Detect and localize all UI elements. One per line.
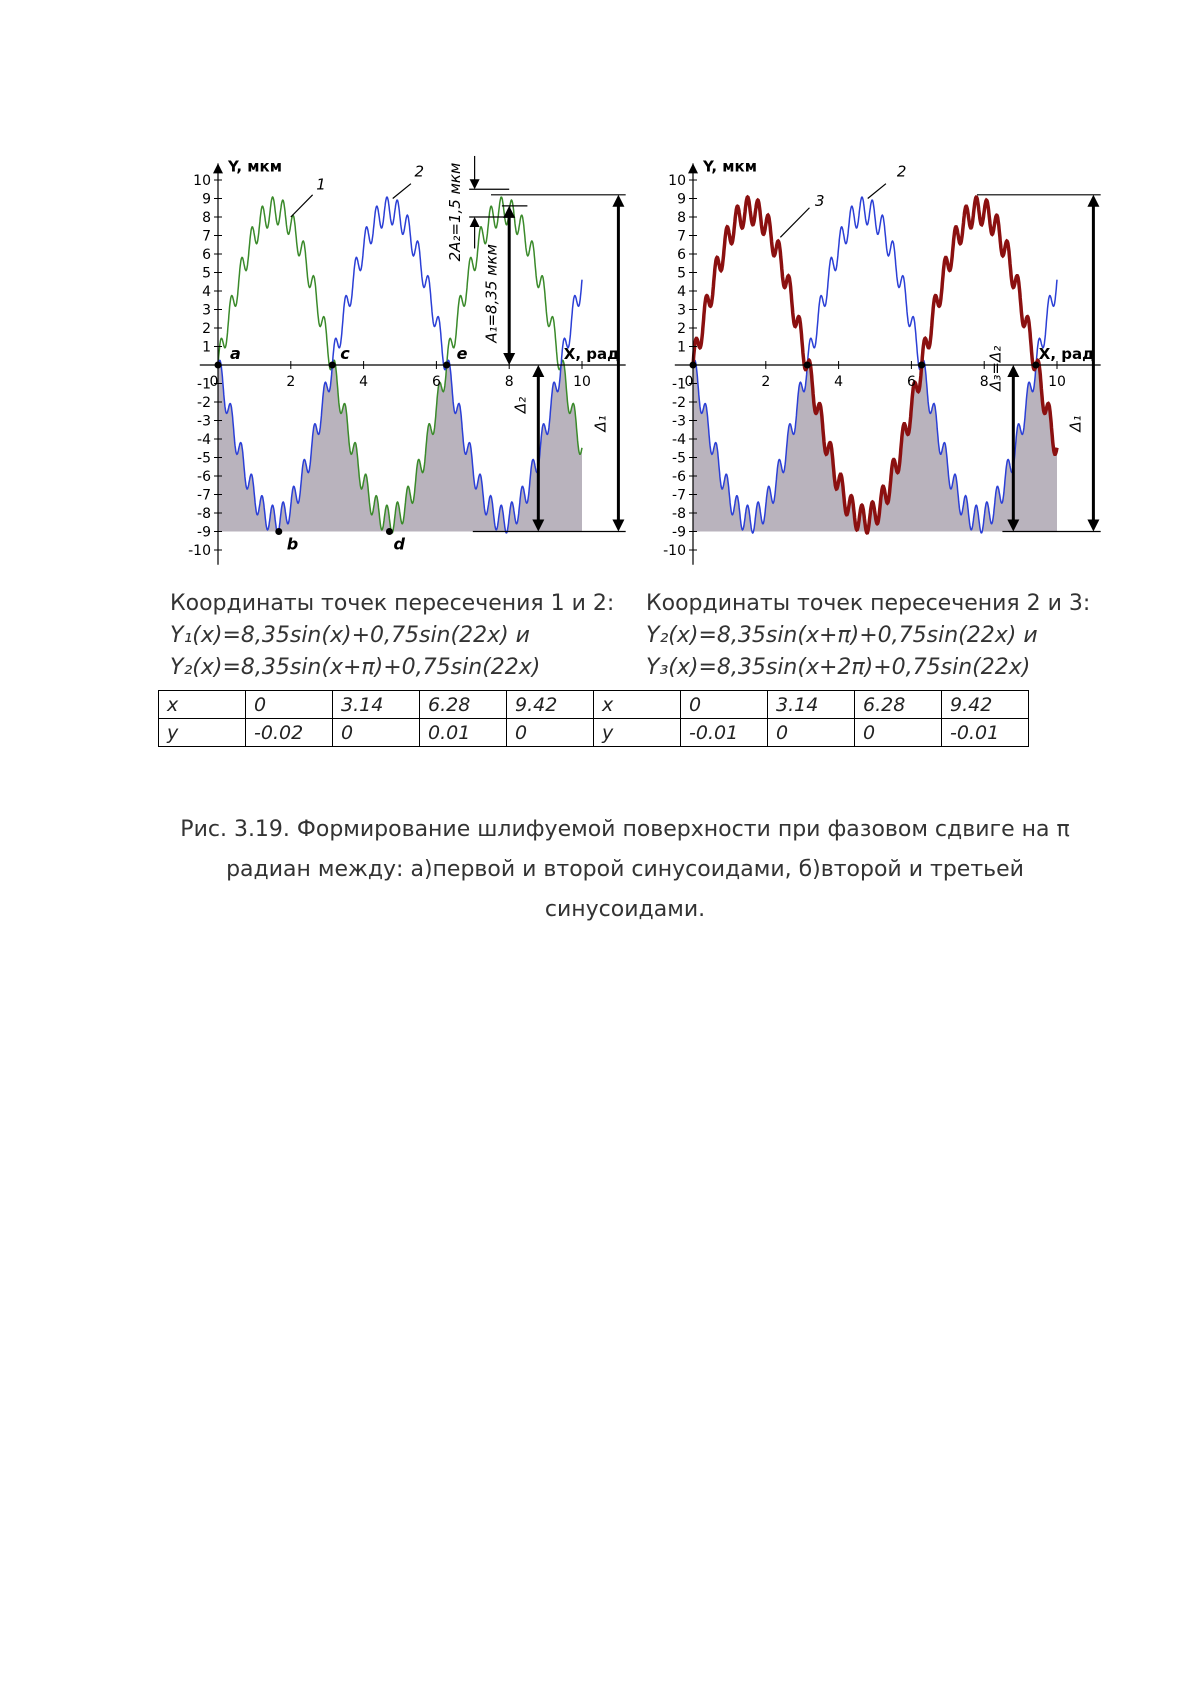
y-tick-label: -10 <box>188 543 211 559</box>
x-tick-label: 0 <box>684 374 694 390</box>
left-formula-1: Y₁(x)=8,35sin(x)+0,75sin(22x) и <box>170 623 530 648</box>
leader-line-2 <box>868 184 886 199</box>
y-tick-label: -8 <box>197 506 211 522</box>
y-tick-label: 10 <box>668 173 686 189</box>
leader-line-3 <box>780 208 809 238</box>
y-tick-label: -7 <box>197 487 211 504</box>
table-cell: -0.01 <box>942 719 1029 747</box>
a2-label: 2A₂=1,5 мкм <box>446 162 465 262</box>
y-tick-label: 1 <box>677 339 686 356</box>
y-tick-label: -2 <box>672 395 686 411</box>
table-cell: 0 <box>333 719 420 747</box>
table-cell: 3.14 <box>768 691 855 719</box>
a1-label: A₁=8,35 мкм <box>482 244 501 343</box>
delta1-arrow-bottom <box>1087 520 1099 532</box>
x-tick-label: 2 <box>286 374 296 390</box>
right-formula-1: Y₂(x)=8,35sin(x+π)+0,75sin(22x) и <box>646 623 1038 648</box>
table-cell: 9.42 <box>942 691 1029 719</box>
delta1-label: Δ₁ <box>1066 415 1085 432</box>
table-cell: 0 <box>768 719 855 747</box>
x-tick-label: 10 <box>573 374 591 390</box>
chart-right <box>0 0 1191 560</box>
figure-caption: Рис. 3.19. Формирование шлифуемой поверхности при фазовом сдвиге на π радиан между: а)первой и второй синусоидами, б)второй и третьей синусоидами. <box>180 817 1070 922</box>
right-formulas <box>646 588 1116 684</box>
delta1-label: Δ₁ <box>591 415 610 432</box>
y-tick-label: 6 <box>202 247 211 263</box>
left-heading: Координаты точек пересечения 1 и 2: <box>170 591 615 616</box>
x-tick-label: 10 <box>1048 374 1066 390</box>
y-tick-label: -5 <box>672 450 686 467</box>
y-tick-label: 9 <box>677 191 686 208</box>
x-tick-label: 8 <box>504 374 514 390</box>
table-cell: 0 <box>681 691 768 719</box>
y-tick-label: 2 <box>677 321 686 337</box>
delta2-label: Δ₂ <box>511 396 530 414</box>
x-axis-label: X, рад <box>1038 345 1095 363</box>
point-label-a: a <box>230 344 241 363</box>
intersection-point <box>690 362 697 369</box>
curve-label-1: 1 <box>316 175 326 194</box>
table-cell: 9.42 <box>507 691 594 719</box>
y-tick-label: -1 <box>197 376 211 393</box>
y-tick-label: -9 <box>197 524 211 541</box>
table-cell: y <box>159 719 246 747</box>
y-tick-label: 3 <box>202 302 211 319</box>
y-tick-label: 5 <box>677 265 686 282</box>
intersection-point <box>918 362 925 369</box>
y-tick-label: 5 <box>202 265 211 282</box>
table-cell: 0 <box>246 691 333 719</box>
y-tick-label: -3 <box>197 413 211 430</box>
right-formula-2: Y₃(x)=8,35sin(x+2π)+0,75sin(22x) <box>646 655 1031 680</box>
x-tick-label: 4 <box>834 374 844 390</box>
table-cell: x <box>159 691 246 719</box>
table-cell: 3.14 <box>333 691 420 719</box>
point-label-e: e <box>456 344 468 363</box>
table-row <box>159 691 1029 719</box>
coords-table <box>158 690 1029 747</box>
table-cell: 0 <box>507 719 594 747</box>
table-cell: -0.01 <box>681 719 768 747</box>
y-tick-label: 8 <box>677 210 686 226</box>
y-axis-label: Y, мкм <box>228 157 283 176</box>
intersection-point <box>804 362 811 369</box>
x-tick-label: 4 <box>359 374 369 390</box>
y-tick-label: -4 <box>197 432 211 448</box>
table-cell: 0.01 <box>420 719 507 747</box>
left-formula-2: Y₂(x)=8,35sin(x+π)+0,75sin(22x) <box>170 655 541 680</box>
delta3-label: Δ₃=Δ₂ <box>986 345 1005 391</box>
y-tick-label: -5 <box>197 450 211 467</box>
table-cell: 6.28 <box>420 691 507 719</box>
x-tick-label: 8 <box>979 374 989 390</box>
table-cell: 6.28 <box>855 691 942 719</box>
y-tick-label: 7 <box>202 228 211 245</box>
y-tick-label: 3 <box>677 302 686 319</box>
curve-label-2: 2 <box>414 162 425 181</box>
y-tick-label: 2 <box>202 321 211 337</box>
y-tick-label: 4 <box>202 284 211 300</box>
x-tick-label: 6 <box>906 374 916 390</box>
y-tick-label: 8 <box>202 210 211 226</box>
curve-label-2: 2 <box>896 162 907 181</box>
table-cell: x <box>594 691 681 719</box>
y-tick-label: -6 <box>197 469 211 485</box>
table-cell: -0.02 <box>246 719 333 747</box>
y-tick-label: -2 <box>197 395 211 411</box>
y-tick-label: -8 <box>672 506 686 522</box>
right-heading: Координаты точек пересечения 2 и 3: <box>646 591 1091 616</box>
y-tick-label: 7 <box>677 228 686 245</box>
y-tick-label: -3 <box>672 413 686 430</box>
y-axis-arrow <box>688 163 698 173</box>
y-axis-label: Y, мкм <box>703 157 758 176</box>
y-tick-label: -6 <box>672 469 686 485</box>
y-tick-label: 9 <box>202 191 211 208</box>
x-axis-label: X, рад <box>563 345 620 363</box>
y-tick-label: -10 <box>663 543 686 559</box>
delta3-arrow-top <box>1007 365 1019 377</box>
point-label-b: b <box>286 534 299 554</box>
y-tick-label: 4 <box>677 284 686 300</box>
x-tick-label: 0 <box>209 374 219 390</box>
point-label-c: c <box>340 344 350 363</box>
left-formulas <box>170 588 640 684</box>
table-cell: y <box>594 719 681 747</box>
x-tick-label: 6 <box>431 374 441 390</box>
intersection-point <box>1032 362 1039 369</box>
y-tick-label: 10 <box>193 173 211 189</box>
y-tick-label: -1 <box>672 376 686 393</box>
table-cell: 0 <box>855 719 942 747</box>
point-label-d: d <box>393 534 405 554</box>
curve-label-3: 3 <box>814 191 825 210</box>
delta1-arrow-top <box>1087 195 1099 207</box>
table-row <box>159 719 1029 747</box>
y-tick-label: -9 <box>672 524 686 541</box>
x-tick-label: 2 <box>761 374 771 390</box>
y-tick-label: -4 <box>672 432 686 448</box>
y-tick-label: 1 <box>202 339 211 356</box>
y-tick-label: 6 <box>677 247 686 263</box>
y-tick-label: -7 <box>672 487 686 504</box>
